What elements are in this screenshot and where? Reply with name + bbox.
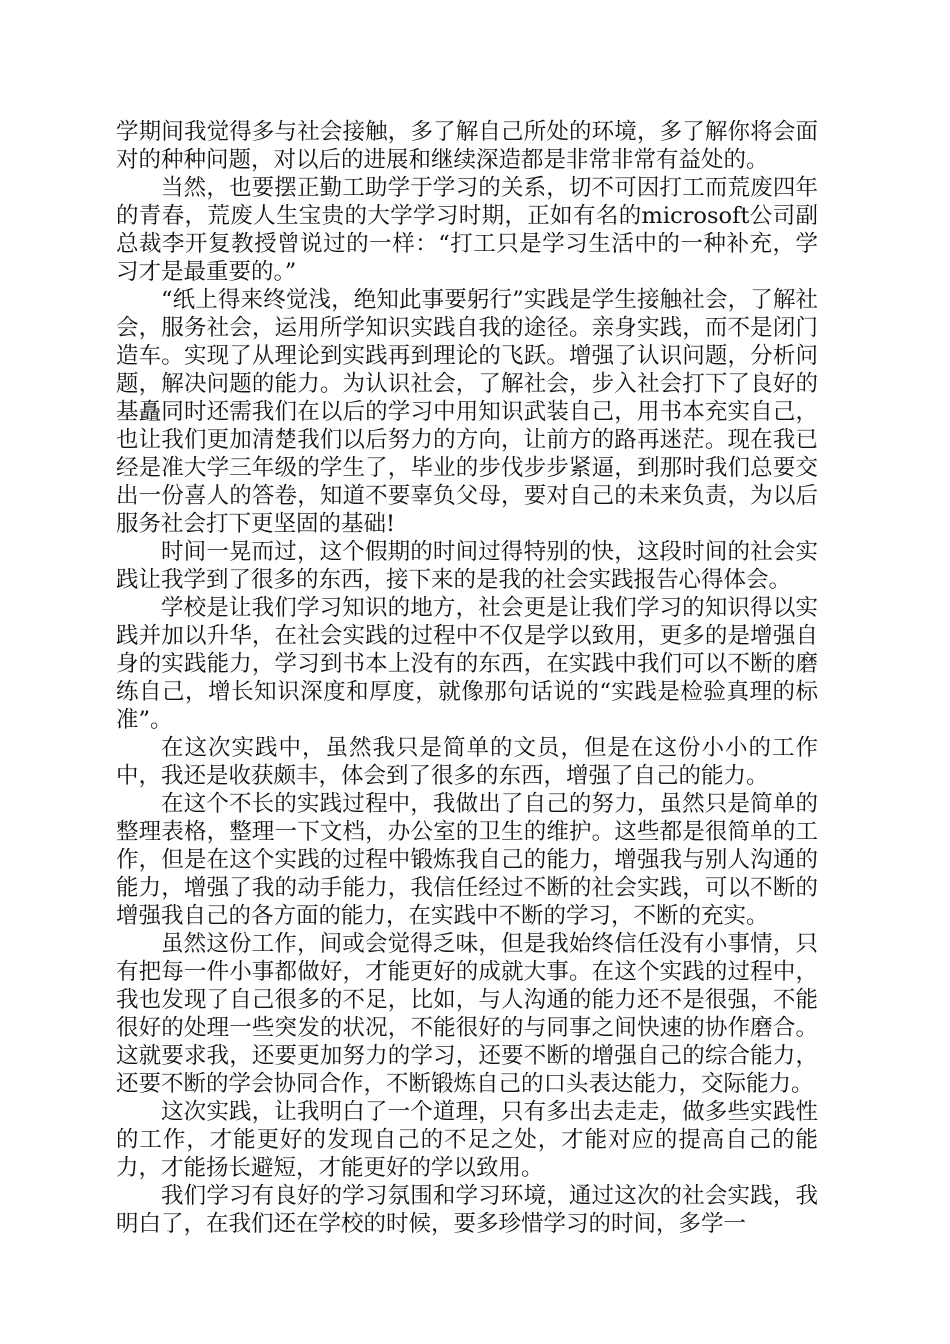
paragraph-1: 学期间我觉得多与社会接触，多了解自己所处的环境，多了解你将会面对的种种问题，对以后的进展和继续深造都是非常非常有益处的。 bbox=[116, 119, 818, 173]
paragraph-2: 当然，也要摆正勤工助学于学习的关系，切不可因打工而荒废四年的青春，荒废人生宝贵的大学学习时期，正如有名的microsoft公司副总裁李开复教授曾说过的一样：“打工只是学习生活中的一种补充，学习才是最重要的。” bbox=[116, 175, 818, 285]
paragraph-6: 在这次实践中，虽然我只是简单的文员，但是在这份小小的工作中，我还是收获颇丰，体会到了很多的东西，增强了自己的能力。 bbox=[116, 735, 818, 789]
paragraph-4: 时间一晃而过，这个假期的时间过得特别的快，这段时间的社会实践让我学到了很多的东西，接下来的是我的社会实践报告心得体会。 bbox=[116, 539, 818, 593]
paragraph-10: 我们学习有良好的学习氛围和学习环境，通过这次的社会实践，我明白了，在我们还在学校的时候，要多珍惜学习的时间，多学一 bbox=[116, 1183, 818, 1237]
document-body bbox=[116, 118, 818, 1238]
paragraph-7: 在这个不长的实践过程中，我做出了自己的努力，虽然只是简单的整理表格，整理一下文档，办公室的卫生的维护。这些都是很简单的工作，但是在这个实践的过程中锻炼我自己的能力，增强我与别人沟通的能力，增强了我的动手能力，我信任经过不断的社会实践，可以不断的增强我自己的各方面的能力，在实践中不断的学习，不断的充实。 bbox=[116, 791, 818, 929]
paragraph-3: “纸上得来终觉浅，绝知此事要躬行”实践是学生接触社会，了解社会，服务社会，运用所学知识实践自我的途径。亲身实践，而不是闭门造车。实现了从理论到实践再到理论的飞跃。增强了认识问题，分析问题，解决问题的能力。为认识社会，了解社会，步入社会打下了良好的基矗同时还需我们在以后的学习中用知识武装自己，用书本充实自己，也让我们更加清楚我们以后努力的方向，让前方的路再迷茫。现在我已经是准大学三年级的学生了，毕业的步伐步步紧逼，到那时我们总要交出一份喜人的答卷，知道不要辜负父母，要对自己的未来负责，为以后服务社会打下更坚固的基础! bbox=[116, 287, 818, 537]
paragraph-8: 虽然这份工作，间或会觉得乏味，但是我始终信任没有小事情，只有把每一件小事都做好，才能更好的成就大事。在这个实践的过程中，我也发现了自己很多的不足，比如，与人沟通的能力还不是很强，不能很好的处理一些突发的状况，不能很好的与同事之间快速的协作磨合。这就要求我，还要更加努力的学习，还要不断的增强自己的综合能力，还要不断的学会协同合作，不断锻炼自己的口头表达能力，交际能力。 bbox=[116, 931, 818, 1097]
paragraph-9: 这次实践，让我明白了一个道理，只有多出去走走，做多些实践性的工作，才能更好的发现自己的不足之处，才能对应的提高自己的能力，才能扬长避短，才能更好的学以致用。 bbox=[116, 1099, 818, 1181]
paragraph-5: 学校是让我们学习知识的地方，社会更是让我们学习的知识得以实践并加以升华，在社会实践的过程中不仅是学以致用，更多的是增强自身的实践能力，学习到书本上没有的东西，在实践中我们可以不断的磨练自己，增长知识深度和厚度，就像那句话说的“实践是检验真理的标准”。 bbox=[116, 595, 818, 733]
